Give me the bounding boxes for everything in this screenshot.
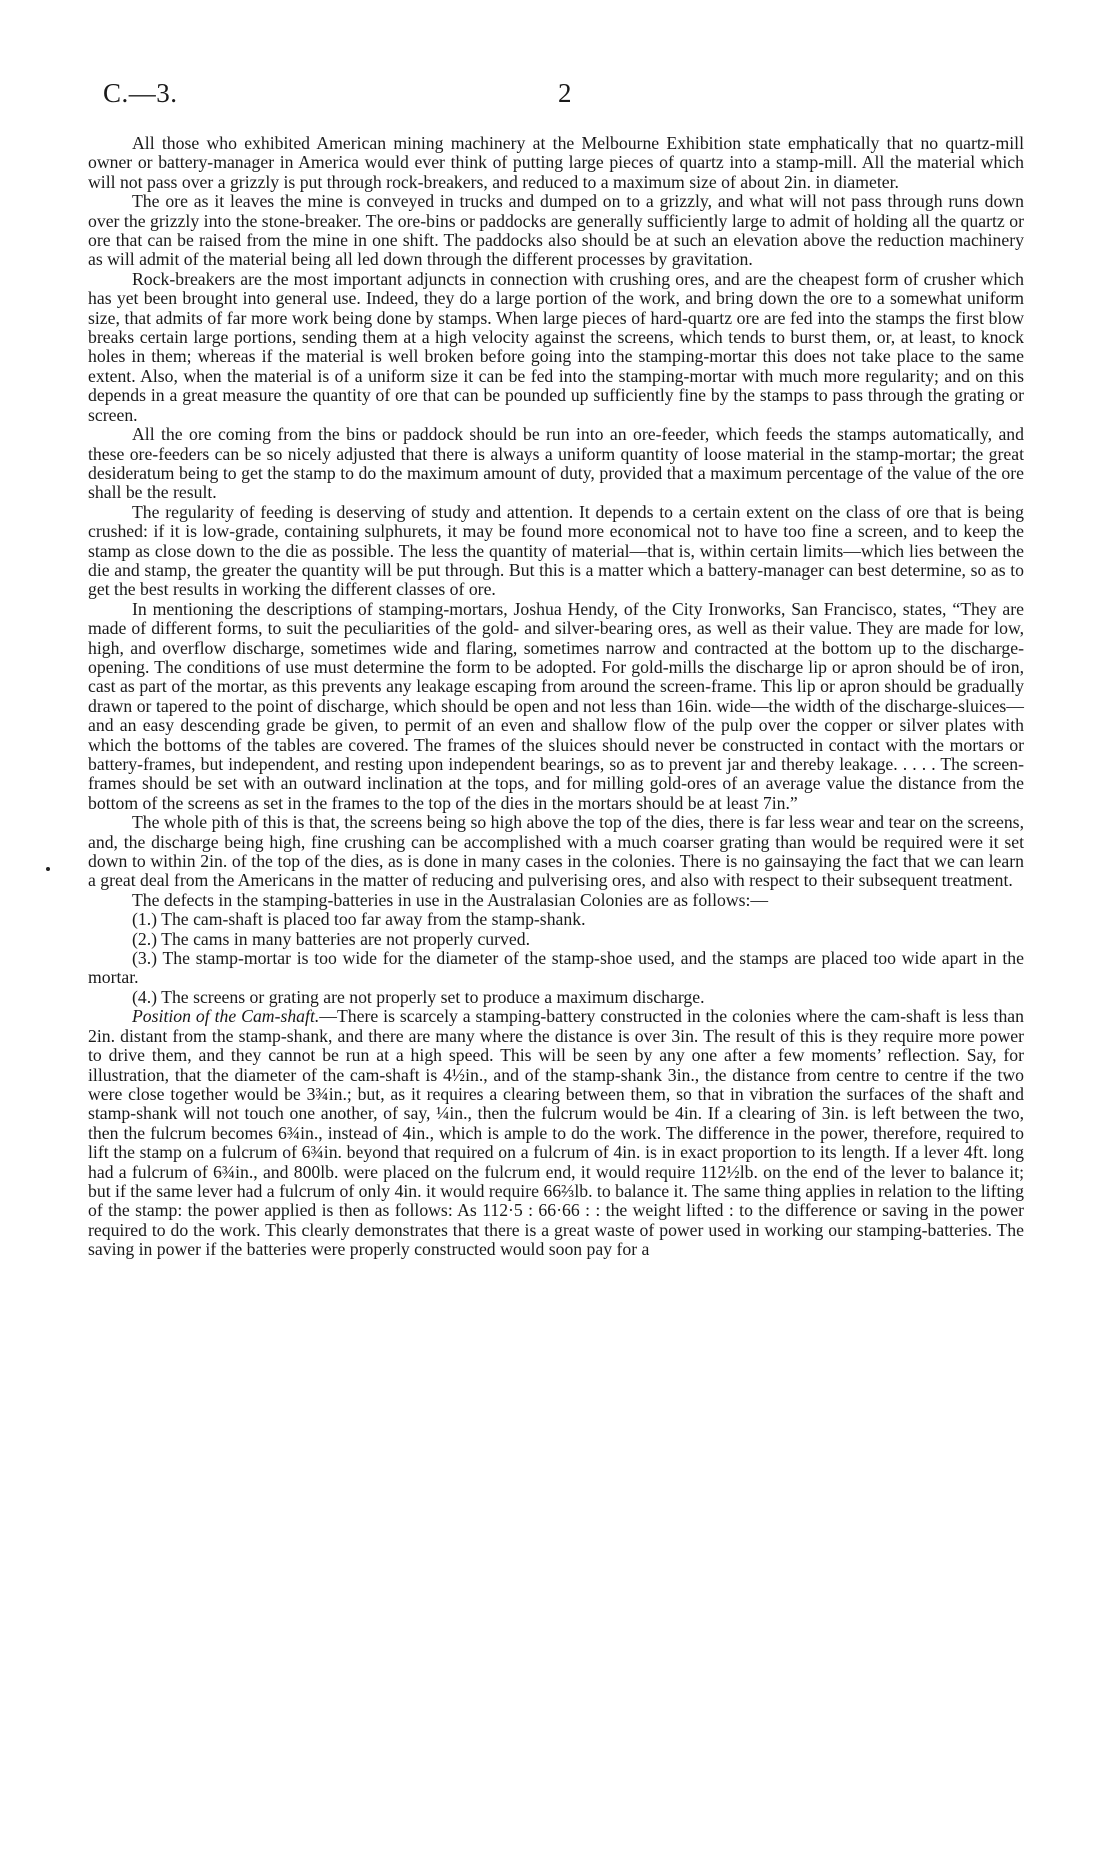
paragraph-rock-breakers: Rock-breakers are the most important adjuncts in connection with crushing ores, and are the cheapest form of crusher which has yet been brought into general use. Indeed, they do a large portion of the work, and bring down the ore to a somewhat uniform size, that admits of far more work being done by stamps. When large pieces of hard-quartz ore are fed into the stamps the first blow breaks certain large portions, sending them at a high velocity against the screens, which tends to burst them, or, at least, to knock holes in them; whereas if the material is well broken before going into the stamping-mortar this does not take place to the same extent. Also, when the material is of a uniform size it can be fed into the stamping-mortar with much more regularity; and on this depends in a great measure the quantity of ore that can be pounded up sufficiently fine by the stamps to pass through the grating or screen. bbox=[88, 268, 1024, 425]
document-reference: C.—3. bbox=[103, 78, 178, 108]
paragraph-ore-feeder: All the ore coming from the bins or paddock should be run into an ore-feeder, which feeds the stamps automatically, and these ore-feeders can be so nicely adjusted that there is always a uniform quantity of loose material in the stamp-mortar; the great desideratum being to get the stamp to do the maximum amount of duty, provided that a maximum percentage of the value of the ore shall be the result. bbox=[88, 424, 1024, 503]
section-text-camshaft: —There is scarcely a stamping-battery constructed in the colonies where the cam-shaft is less than 2in. distant from the stamp-shank, and there are many where the distance is over 3in. The result of this is they require more power to drive them, and they cannot be run at a high speed. This will be seen by any one after a few moments’ reflection. Say, for illustration, that the diameter of the cam-shaft is 4½in., and of the stamp-shank 3in., the distance from centre to centre if the two were close together would be 3¾in.; but, as it requires a clearing between them, so that in vibration the surfaces of the shaft and stamp-shank will not touch one another, of say, ¼in., then the fulcrum would be 4in. If a clearing of 3in. is left between the two, then the fulcrum becomes 6¾in., instead of 4in., which is ample to do the work. The difference in the power, therefore, required to lift the stamp on a fulcrum of 6¾in. beyond that required on a fulcrum of 4in. is in exact proportion to its length. If a lever 4ft. long had a fulcrum of 6¾in., and 800lb. were placed on the fulcrum end, it would require 112½lb. on the end of the lever to balance it; but if the same lever had a fulcrum of only 4in. it would require 66⅔lb. to balance it. The same thing applies in relation to the lifting of the stamp: the power applied is then as follows: As 112·5 : 66·66 : : the weight lifted : to the difference or saving in the power required to do the work. This clearly demonstrates that there is a great waste of power used in working our stamping-batteries. The saving in power if the batteries were properly constructed would soon pay for a bbox=[88, 1006, 1024, 1260]
paragraph-american-machinery: All those who exhibited American mining machinery at the Melbourne Exhibition state emphatically that no quartz-mill owner or battery-manager in America would ever think of putting large pieces of quartz into a stamp-mill. All the material which will not pass over a grizzly is put through rock-breakers, and reduced to a maximum size of about 2in. in diameter. bbox=[88, 133, 1024, 192]
section-heading-camshaft: Position of the Cam-shaft. bbox=[132, 1006, 320, 1027]
defect-item-2: (2.) The cams in many batteries are not properly curved. bbox=[132, 928, 530, 949]
defect-item-1: (1.) The cam-shaft is placed too far away from the stamp-shank. bbox=[132, 909, 586, 930]
paragraph-camshaft-position bbox=[88, 1007, 1024, 1259]
paragraph-whole-pith: The whole pith of this is that, the screens being so high above the top of the dies, there is far less wear and tear on the screens, and, the discharge being high, fine crushing can be accomplished with a much coarser grating than would be required were it set down to within 2in. of the top of the dies, as is done in many cases in the colonies. There is no gainsaying the fact that we can learn a great deal from the Americans in the matter of reducing and pulverising ores, and also with respect to their subsequent treatment. bbox=[88, 812, 1024, 891]
defect-item-4: (4.) The screens or grating are not properly set to produce a maximum discharge. bbox=[132, 986, 705, 1007]
paragraph-hendy-quote: In mentioning the descriptions of stamping-mortars, Joshua Hendy, of the City Ironworks, San Francisco, states, “They are made of different forms, to suit the peculiarities of the gold- and silver-bearing ores, as well as their value. They are made for low, high, and overflow discharge, sometimes wide and flaring, sometimes narrow and contracted at the bottom up to the discharge-opening. The conditions of use must determine the form to be adopted. For gold-mills the discharge lip or apron should be of iron, cast as part of the mortar, as this prevents any leakage escaping from around the screen-frame. This lip or apron should be gradually drawn or tapered to the point of discharge, which should be open and not less than 16in. wide—the width of the discharge-sluices—and an easy descending grade be given, to permit of an even and shallow flow of the pulp over the copper or silver plates with which the bottoms of the tables are covered. The frames of the sluices should never be constructed in contact with the mortars or battery-frames, but independent, and resting upon independent bearings, so as to prevent jar and thereby leakage. . . . . The screen-frames should be set with an outward inclination at the tops, and for milling gold-ores of an average value the distance from the bottom of the screens as set in the frames to the top of the dies in the mortars should be at least 7in.” bbox=[88, 598, 1024, 813]
paragraph-defects-intro: The defects in the stamping-batteries in use in the Australasian Colonies are as follows:— bbox=[132, 889, 769, 910]
paragraph-ore-bins: The ore as it leaves the mine is conveyed in trucks and dumped on to a grizzly, and what will not pass through runs down over the grizzly into the stone-breaker. The ore-bins or paddocks are generally sufficiently large to admit of holding all the quartz or ore that can be raised from the mine in one shift. The paddocks also should be at such an elevation above the reduction machinery as will admit of the material being all led down through the different processes by gravitation. bbox=[88, 191, 1024, 270]
body-text bbox=[88, 134, 1024, 1260]
page-number: 2 bbox=[558, 78, 572, 108]
margin-dot bbox=[46, 867, 50, 871]
paragraph-feeding-regularity: The regularity of feeding is deserving of study and attention. It depends to a certain extent on the class of ore that is being crushed: if it is low-grade, containing sulphurets, it may be found more economical not to have too fine a screen, and to keep the stamp as close down to the die as possible. The less the quantity of material—that is, within certain limits—which lies between the die and stamp, the greater the quantity will be put through. But this is a matter which a battery-manager can best determine, so as to get the best results in working the different classes of ore. bbox=[88, 501, 1024, 600]
defect-item-3: (3.) The stamp-mortar is too wide for the diameter of the stamp-shoe used, and the stamps are placed too wide apart in the mortar. bbox=[88, 948, 1024, 988]
